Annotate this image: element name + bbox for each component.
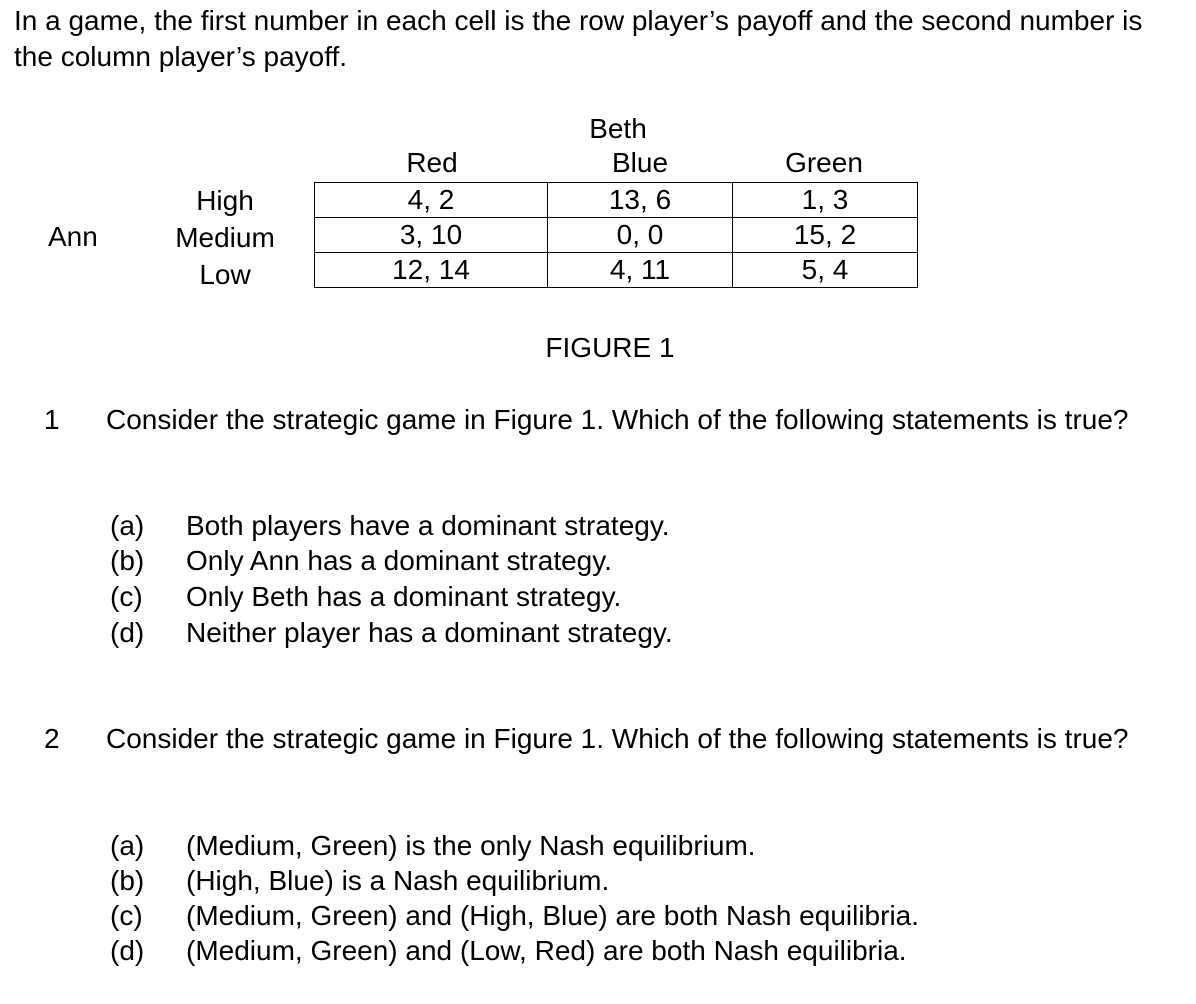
column-player-name: Beth xyxy=(589,113,647,144)
row-label-medium: Medium xyxy=(175,222,275,253)
column-header-red: Red xyxy=(406,147,458,178)
intro-text: In a game, the first number in each cell is the row player’s payoff and the second number is the column player’s payoff. xyxy=(14,5,1143,72)
question-2-option-a-text: (Medium, Green) is the only Nash equilibrium. xyxy=(186,830,756,861)
question-1-option-a-letter: (a) xyxy=(110,510,145,541)
question-2-option-b-text: (High, Blue) is a Nash equilibrium. xyxy=(186,865,610,896)
row-label-high: High xyxy=(196,185,254,216)
figure-caption: FIGURE 1 xyxy=(545,332,675,363)
payoff-row-medium xyxy=(315,218,918,253)
question-2-text: Consider the strategic game in Figure 1. Which of the following statements is true? xyxy=(106,723,1129,754)
payoff-matrix xyxy=(314,182,918,288)
question-1-option-a-text: Both players have a dominant strategy. xyxy=(186,510,670,541)
question-2-number: 2 xyxy=(44,723,60,754)
question-2-option-d-letter: (d) xyxy=(110,935,145,966)
payoff-cell: 0, 0 xyxy=(548,218,733,253)
payoff-cell: 3, 10 xyxy=(315,218,548,253)
payoff-cell: 5, 4 xyxy=(733,253,918,288)
payoff-cell: 4, 11 xyxy=(548,253,733,288)
row-label-low: Low xyxy=(199,259,251,290)
payoff-row-low xyxy=(315,253,918,288)
row-player-name: Ann xyxy=(48,221,98,252)
question-1-number: 1 xyxy=(44,404,60,435)
question-2-option-b-letter: (b) xyxy=(110,865,145,896)
question-1-option-c-letter: (c) xyxy=(110,581,143,612)
question-1-option-d-text: Neither player has a dominant strategy. xyxy=(186,617,673,648)
column-header-blue: Blue xyxy=(611,147,669,178)
question-2-option-c-letter: (c) xyxy=(110,900,143,931)
question-2-option-d-text: (Medium, Green) and (Low, Red) are both Nash equilibria. xyxy=(186,935,907,966)
question-1-option-d-letter: (d) xyxy=(110,617,145,648)
payoff-cell: 4, 2 xyxy=(315,183,548,218)
question-1-text: Consider the strategic game in Figure 1. Which of the following statements is true? xyxy=(106,404,1129,435)
payoff-cell: 13, 6 xyxy=(548,183,733,218)
question-1-option-b-text: Only Ann has a dominant strategy. xyxy=(186,545,612,576)
question-1-option-b-letter: (b) xyxy=(110,545,145,576)
question-1-option-c-text: Only Beth has a dominant strategy. xyxy=(186,581,622,612)
question-2-option-a-letter: (a) xyxy=(110,830,145,861)
payoff-row-high xyxy=(315,183,918,218)
payoff-cell: 1, 3 xyxy=(733,183,918,218)
column-header-green: Green xyxy=(785,147,863,178)
question-2-option-c-text: (Medium, Green) and (High, Blue) are both Nash equilibria. xyxy=(186,900,920,931)
payoff-cell: 15, 2 xyxy=(733,218,918,253)
payoff-cell: 12, 14 xyxy=(315,253,548,288)
